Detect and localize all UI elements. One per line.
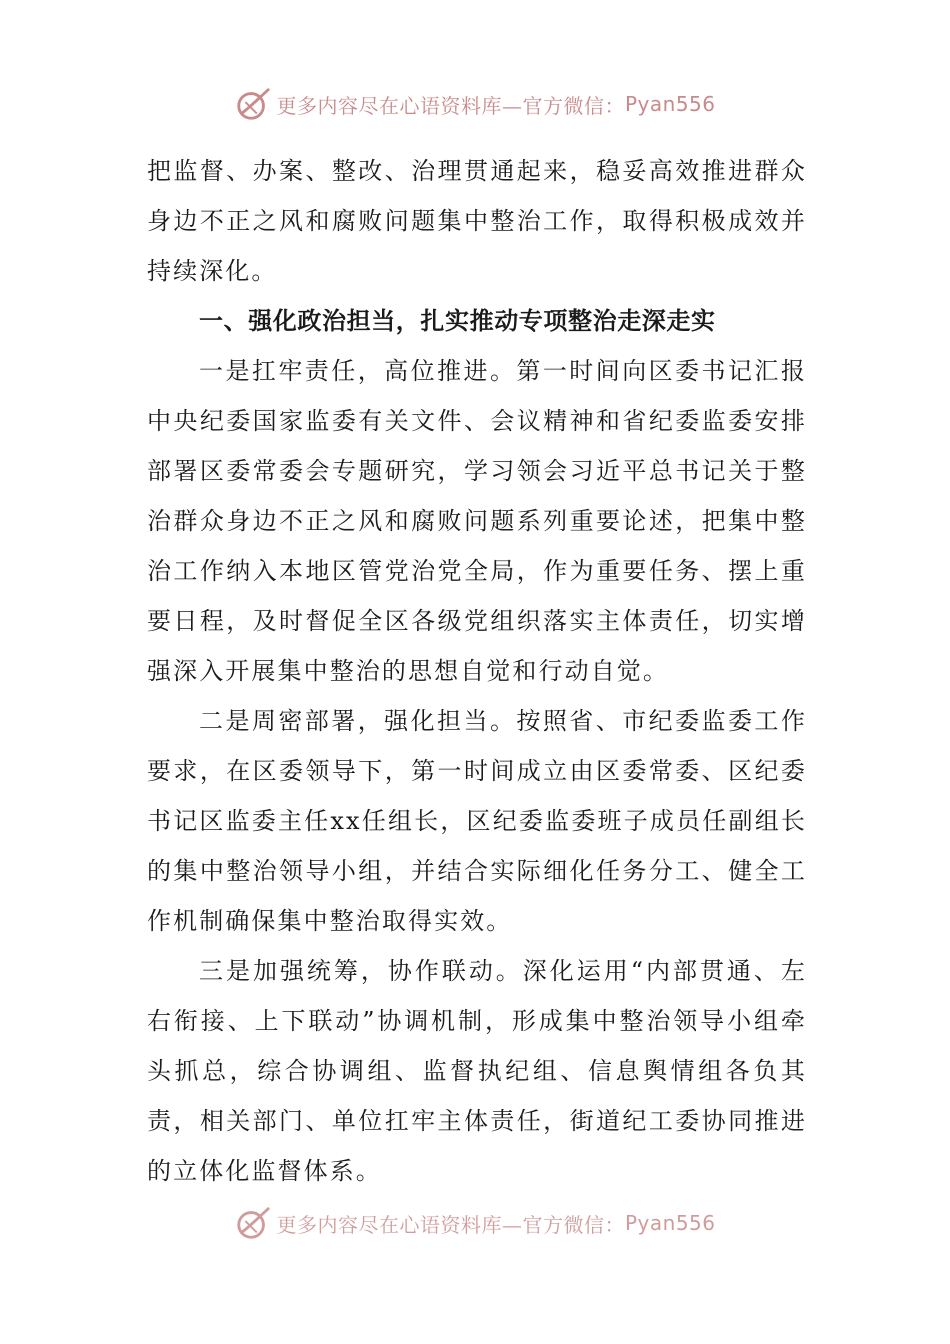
watermark-wechat-id: Pyan556 bbox=[624, 1211, 716, 1235]
footer-watermark bbox=[0, 1206, 950, 1240]
paragraph-1: 一是扛牢责任，高位推进。第一时间向区委书记汇报中央纪委国家监委有关文件、会议精神和省纪委监委安排部署区委常委会专题研究，学习领会习近平总书记关于整治群众身边不正之风和腐败问题系列重要论述，把集中整治工作纳入本地区管党治党全局，作为重要任务、摆上重要日程，及时督促全区各级党组织落实主体责任，切实增强深入开展集中整治的思想自觉和行动自觉。 bbox=[147, 357, 807, 685]
watermark-wechat-id: Pyan556 bbox=[624, 92, 716, 116]
watermark-text: 更多内容尽在心语资料库—官方微信： bbox=[276, 93, 625, 118]
section-heading: 一、强化政治担当，扎实推动专项整治走深走实 bbox=[199, 307, 716, 335]
paragraph-3: 三是加强统筹，协作联动。深化运用“内部贯通、左右衔接、上下联动”协调机制，形成集中整治领导小组牵头抓总，综合协调组、监督执纪组、信息舆情组各负其责，相关部门、单位扛牢主体责任，街道纪工委协同推进的立体化监督体系。 bbox=[147, 957, 807, 1185]
watermark-text: 更多内容尽在心语资料库—官方微信： bbox=[276, 1212, 625, 1237]
paragraph-2: 二是周密部署，强化担当。按照省、市纪委监委工作要求，在区委领导下，第一时间成立由区委常委、区纪委书记区监委主任xx任组长，区纪委监委班子成员任副组长的集中整治领导小组，并结合实际细化任务分工、健全工作机制确保集中整治取得实效。 bbox=[147, 707, 807, 935]
document-body bbox=[147, 146, 807, 1196]
brush-logo-icon bbox=[234, 1204, 272, 1242]
brush-logo-icon bbox=[234, 85, 272, 123]
paragraph-intro: 把监督、办案、整改、治理贯通起来，稳妥高效推进群众身边不正之风和腐败问题集中整治工作，取得积极成效并持续深化。 bbox=[147, 157, 807, 285]
header-watermark bbox=[0, 84, 950, 124]
